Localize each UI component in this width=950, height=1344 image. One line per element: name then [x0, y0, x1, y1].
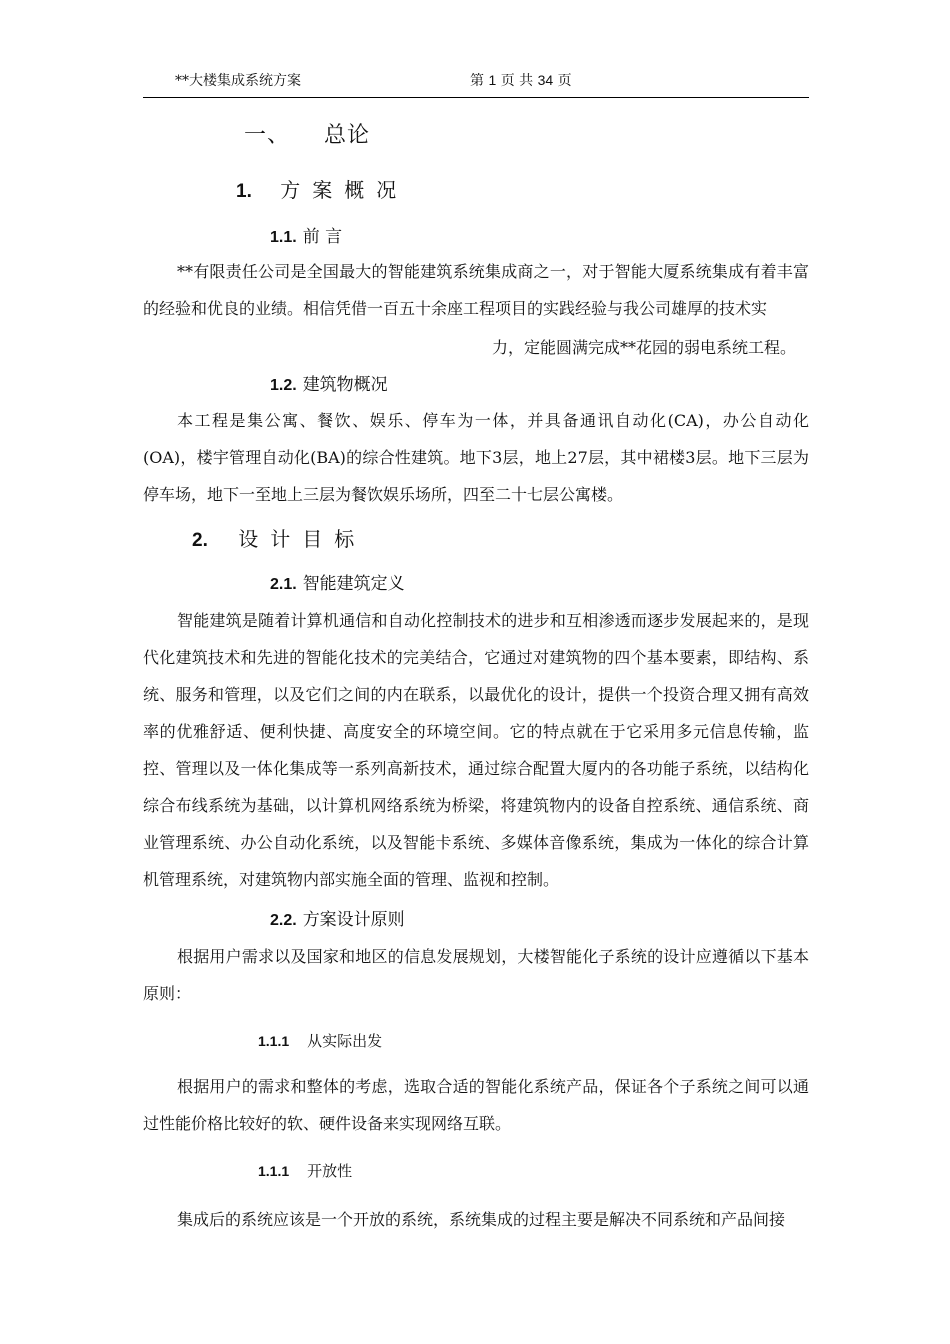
chapter-title: 总论 [324, 123, 371, 148]
page-suffix: 页 [557, 73, 572, 89]
paragraph-design-principles: 根据用户需求以及国家和地区的信息发展规划，大楼智能化子系统的设计应遵循以下基本原则： [143, 947, 809, 1003]
subsection-heading-1-1 [270, 222, 342, 247]
subsection-number: 1.2. [270, 377, 297, 394]
paragraph-openness: 集成后的系统应该是一个开放的系统，系统集成的过程主要是解决不同系统和产品间接 [177, 1210, 786, 1229]
section-number: 2. [192, 530, 208, 551]
subsection-number: 2.1. [270, 576, 297, 593]
subsection-heading-2-2 [270, 905, 405, 930]
page-prefix: 第 [470, 73, 484, 89]
paragraph-practical: 根据用户的需求和整体的考虑，选取合适的智能化系统产品，保证各个子系统之间可以通过性能价格比较好的软、硬件设备来实现网络互联。 [143, 1077, 809, 1133]
item-number: 1.1.1 [258, 1163, 290, 1179]
page-current: 1 [488, 72, 497, 88]
subsection-title: 方案设计原则 [302, 910, 405, 930]
item-heading-openness [258, 1160, 352, 1181]
subsection-heading-2-1 [270, 569, 405, 594]
chapter-number: 一、 [244, 123, 291, 148]
section-number: 1. [236, 181, 252, 202]
section-title: 设计目标 [238, 527, 367, 551]
paragraph-intro: **有限责任公司是全国最大的智能建筑系统集成商之一，对于智能大厦系统集成有着丰富的经验和优良的业绩。相信凭借一百五十余座工程项目的实践经验与我公司雄厚的技术实 [143, 262, 809, 318]
subsection-heading-1-2 [270, 370, 388, 395]
page-total: 34 [537, 72, 554, 88]
subsection-number: 1.1. [270, 229, 297, 246]
subsection-title: 智能建筑定义 [302, 574, 405, 594]
item-heading-practical [258, 1030, 382, 1051]
section-heading-2 [192, 523, 366, 552]
paragraph-intro-last-line: 力，定能圆满完成**花园的弱电系统工程。 [492, 338, 797, 357]
paragraph-building-overview: 本工程是集公寓、餐饮、娱乐、停车为一体，并具备通讯自动化(CA)，办公自动化(OA)，楼宇管理自动化(BA)的综合性建筑。地下3层，地上27层，其中裙楼3层。地下三层为停车场，地下一至地上三层为餐饮娱乐场所，四至二十七层公寓楼。 [143, 411, 809, 504]
section-heading-1 [236, 174, 408, 203]
item-title: 开放性 [307, 1162, 353, 1180]
item-title: 从实际出发 [307, 1032, 383, 1050]
chapter-heading [244, 118, 370, 149]
paragraph-intelligent-building: 智能建筑是随着计算机通信和自动化控制技术的进步和互相渗透而逐步发展起来的，是现代化建筑技术和先进的智能化技术的完美结合，它通过对建筑物的四个基本要素，即结构、系统、服务和管理，以及它们之间的内在联系，以最优化的设计，提供一个投资合理又拥有高效率的优雅舒适、便利快捷、高度安全的环境空间。它的特点就在于它采用多元信息传输，监控、管理以及一体化集成等一系列高新技术，通过综合配置大厦内的各功能子系统，以结构化综合布线系统为基础，以计算机网络系统为桥梁，将建筑物内的设备自控系统、通信系统、商业管理系统、办公自动化系统，以及智能卡系统、多媒体音像系统，集成为一体化的综合计算机管理系统，对建筑物内部实施全面的管理、监视和控制。 [143, 611, 809, 889]
header-rule [143, 97, 809, 98]
item-number: 1.1.1 [258, 1033, 290, 1049]
header-doc-title: **大楼集成系统方案 [175, 73, 301, 89]
subsection-title: 建筑物概况 [302, 375, 388, 395]
page-mid: 页 共 [500, 73, 534, 89]
section-title: 方案概况 [280, 178, 409, 202]
subsection-number: 2.2. [270, 912, 297, 929]
subsection-title: 前 言 [302, 227, 343, 247]
header-page-number [470, 70, 572, 90]
